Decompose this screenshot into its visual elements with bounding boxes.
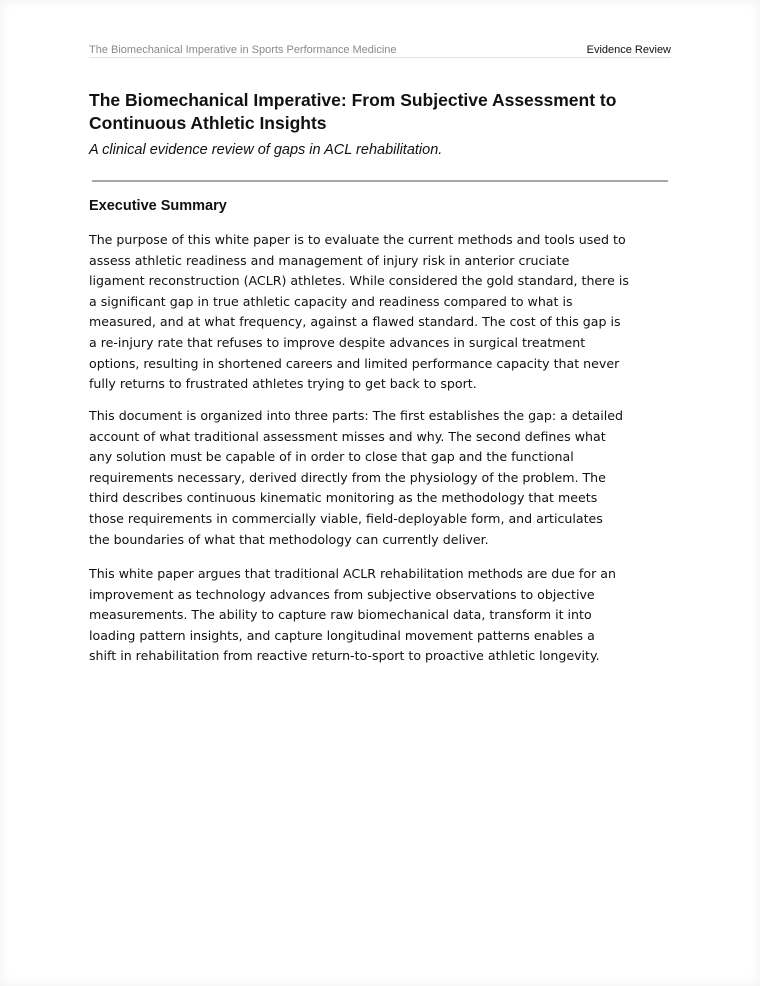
divider <box>92 180 668 182</box>
document-title <box>89 89 689 135</box>
section-heading: Executive Summary <box>89 198 227 214</box>
title-line: Continuous Athletic Insights <box>89 113 327 133</box>
paragraph-line: fully returns to frustrated athletes trying to get back to sport. <box>89 376 477 392</box>
paragraph-line: The purpose of this white paper is to evaluate the current methods and tools used to <box>89 232 626 247</box>
paragraph <box>89 230 689 395</box>
header-title: The Biomechanical Imperative in Sports Performance Medicine <box>89 44 397 56</box>
running-header <box>89 43 671 58</box>
paragraph-line: improvement as technology advances from subjective observations to objective <box>89 586 595 602</box>
header-label: Evidence Review <box>586 44 671 56</box>
paragraph-line: measured, and at what frequency, against a flawed standard. The cost of this gap is <box>89 314 621 330</box>
paragraph-line: loading pattern insights, and capture longitudinal movement patterns enables a <box>89 627 595 643</box>
title-line: The Biomechanical Imperative: From Subjective Assessment to <box>89 90 617 110</box>
paragraph-line: assess athletic readiness and management of injury risk in anterior cruciate <box>89 252 570 268</box>
paragraph-line: a re-injury rate that refuses to improve despite advances in surgical treatment <box>89 334 586 350</box>
paragraph-line: This white paper argues that traditional ACLR rehabilitation methods are due for an <box>89 566 616 581</box>
paragraph-line: ligament reconstruction (ACLR) athletes. While considered the gold standard, there is <box>89 273 629 289</box>
paragraph-line: those requirements in commercially viable, field-deployable form, and articulates <box>89 510 603 526</box>
paragraph-line: a significant gap in true athletic capacity and readiness compared to what is <box>89 293 573 309</box>
paragraph-line: options, resulting in shortened careers and limited performance capacity that never <box>89 355 620 371</box>
paragraph-line: This document is organized into three parts: The first establishes the gap: a detailed <box>89 408 623 423</box>
paragraph-line: third describes continuous kinematic monitoring as the methodology that meets <box>89 490 598 506</box>
paragraph-line: requirements necessary, derived directly from the physiology of the problem. The <box>89 469 606 485</box>
paragraph-line: any solution must be capable of in order to close that gap and the functional <box>89 449 574 465</box>
paragraph-line: the boundaries of what that methodology can currently deliver. <box>89 531 489 547</box>
paragraph-line: measurements. The ability to capture raw biomechanical data, transform it into <box>89 607 592 623</box>
paragraph-line: shift in rehabilitation from reactive return-to-sport to proactive athletic longevity. <box>89 648 600 664</box>
paragraph <box>89 564 689 667</box>
paragraph <box>89 406 689 550</box>
paragraph-line: account of what traditional assessment misses and why. The second defines what <box>89 428 606 444</box>
document-subtitle: A clinical evidence review of gaps in ACL rehabilitation. <box>89 142 443 158</box>
